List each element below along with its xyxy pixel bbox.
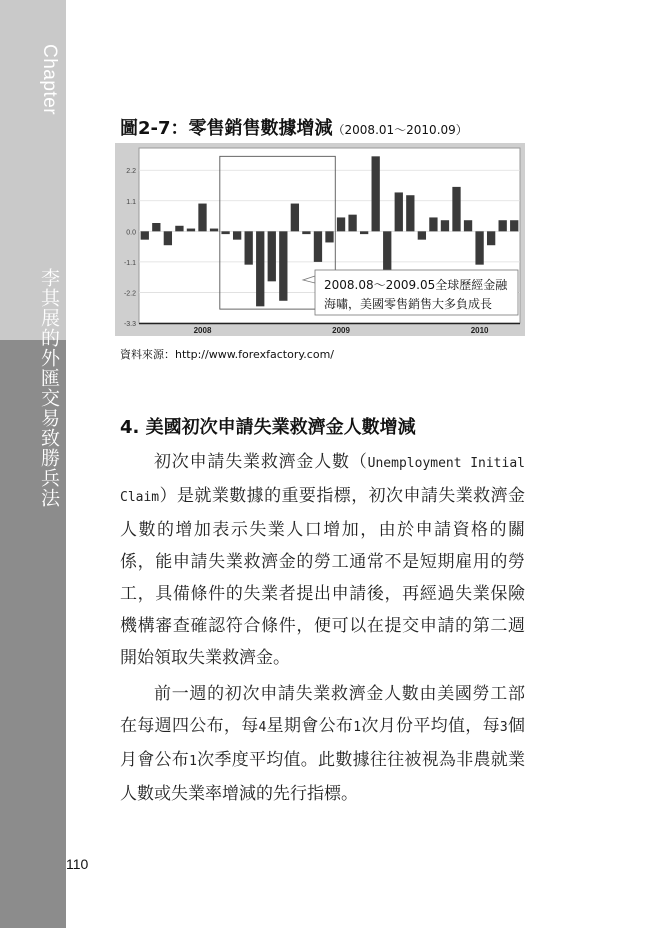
year-label: 2008 — [193, 326, 212, 335]
bar — [187, 229, 195, 232]
bar — [487, 231, 495, 245]
y-tick-label: -2.2 — [123, 290, 136, 298]
p2-text-e: 次季度平均值。此數據往往被視為非農就業人數或失業率增減的先行指標。 — [120, 750, 526, 804]
bar — [164, 231, 172, 245]
bar — [441, 220, 449, 231]
chapter-number: 2 — [64, 32, 105, 112]
bar — [198, 204, 206, 232]
bar — [406, 195, 414, 231]
p2-number-2: 1 — [353, 720, 362, 735]
bar — [268, 231, 276, 281]
bar — [383, 231, 391, 273]
bar — [256, 231, 264, 306]
book-title: 李其展的外匯交易致勝兵法 — [38, 268, 60, 508]
bar — [464, 220, 472, 231]
figure-source: 資料來源：http://www.forexfactory.com/ — [120, 348, 335, 361]
bar — [395, 192, 403, 231]
page-number: 110 — [66, 856, 89, 872]
bar — [314, 231, 322, 262]
y-tick-label: -3.3 — [123, 321, 136, 328]
bar — [221, 231, 229, 234]
bar — [337, 217, 345, 231]
bar — [210, 229, 218, 232]
bar — [152, 223, 160, 231]
bar — [175, 226, 183, 232]
paragraph-2 — [120, 678, 525, 810]
year-label: 2010 — [470, 326, 489, 335]
bar — [452, 187, 460, 231]
p2-number-3: 3 — [499, 720, 508, 735]
p2-number-1: 4 — [258, 720, 267, 735]
year-label: 2009 — [332, 326, 350, 335]
y-tick-label: -1.1 — [123, 259, 136, 267]
p2-text-b: 星期會公布 — [266, 716, 354, 736]
y-tick-label: 1.1 — [126, 198, 136, 206]
p2-text-a: 前一週的初次申請失業救濟金人數由美國勞工部在每週四公布，每 — [120, 684, 525, 736]
bar — [279, 231, 287, 300]
bar — [510, 220, 518, 231]
bar — [325, 231, 333, 242]
bar — [429, 217, 437, 231]
p2-text-d: 個月會公布 — [120, 716, 526, 770]
figure-range: （2008.01～2010.09） — [332, 123, 468, 137]
bar — [302, 231, 310, 234]
p1-latin-term: Unemployment Initial Claim — [120, 456, 525, 505]
bar — [141, 231, 149, 239]
p2-number-4: 1 — [189, 754, 197, 769]
bar — [233, 231, 241, 239]
bar — [475, 231, 483, 264]
figure-title-text: 圖2-7：零售銷售數據增減 — [120, 118, 333, 139]
annotation-box — [303, 270, 518, 315]
bar — [418, 231, 426, 239]
bar — [291, 204, 299, 232]
paragraph-1 — [120, 446, 525, 674]
retail-sales-chart — [115, 143, 525, 336]
bar — [348, 215, 356, 232]
chapter-label: Chapter — [39, 44, 60, 116]
annotation-line-2: 海嘯，美國零售銷售大多負成長 — [324, 297, 493, 311]
bar — [372, 156, 380, 231]
p2-text-c: 次月份平均值，每 — [361, 716, 500, 736]
bar — [360, 231, 368, 234]
p1-text-a: 初次申請失業救濟金人數（ — [154, 452, 368, 472]
section-heading: 4. 美國初次申請失業救濟金人數增減 — [120, 417, 416, 438]
y-tick-label: 2.2 — [126, 168, 136, 176]
y-tick-label: 0.0 — [126, 229, 136, 237]
bar — [499, 220, 507, 231]
annotation-line-1: 2008.08～2009.05全球歷經金融 — [324, 278, 508, 292]
figure-title — [120, 114, 468, 140]
p1-text-b: ）是就業數據的重要指標，初次申請失業救濟金人數的增加表示失業人口增加，由於申請資格的關係，能申請失業救濟金的勞工通常不是短期雇用的勞工，具備條件的失業者提出申請後，再經過失業保險機構審查確認符合條件，便可以在提交申請的第二週開始領取失業救濟金。 — [120, 486, 525, 668]
bar — [245, 231, 253, 264]
